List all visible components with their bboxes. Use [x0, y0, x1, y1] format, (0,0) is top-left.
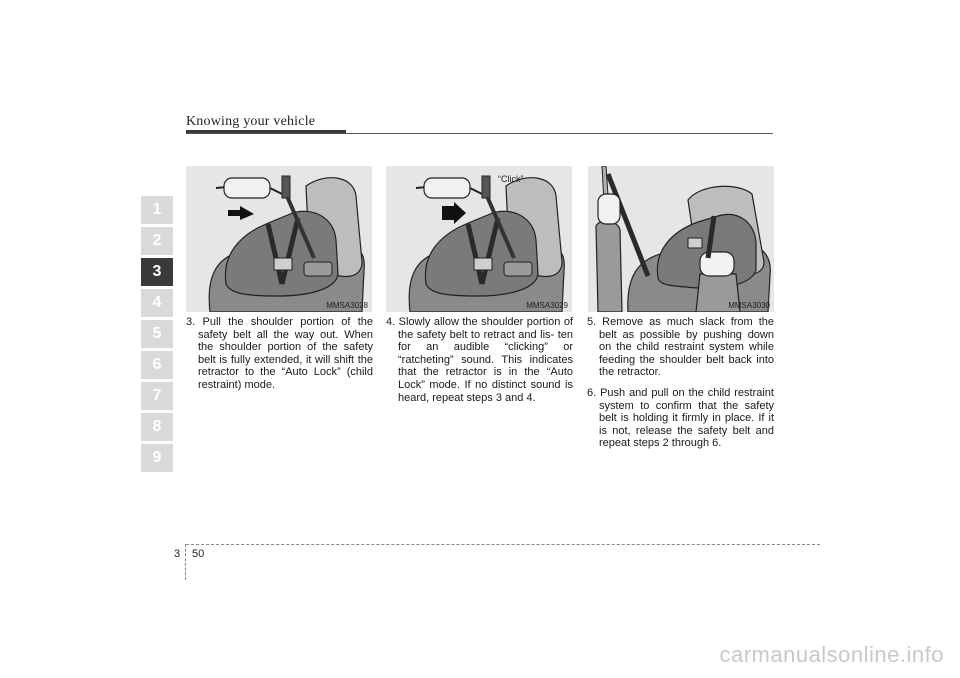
chapter-tab-6[interactable]: 6 [141, 351, 173, 379]
page-header-title: Knowing your vehicle [186, 114, 316, 129]
chapter-tab-4[interactable]: 4 [141, 289, 173, 317]
chapter-tabs [141, 196, 173, 475]
header-rule [186, 133, 773, 134]
footer-page-number: 50 [192, 548, 205, 560]
chapter-tab-8[interactable]: 8 [141, 413, 173, 441]
chapter-tab-5[interactable]: 5 [141, 320, 173, 348]
step-text: 3. Pull the shoulder portion of the safety belt all the way out. When the shoulder portion of the safety belt is fully extended, it will shift the retractor to the “Auto Lock” (child restraint) mode. [186, 316, 373, 391]
chapter-tab-3[interactable]: 3 [141, 258, 173, 286]
chapter-tab-1[interactable]: 1 [141, 196, 173, 224]
step-text: 5. Remove as much slack from the belt as possible by pushing down on the child restraint system while feeding the shoulder belt back into the retractor. [587, 316, 774, 379]
chapter-tab-7[interactable]: 7 [141, 382, 173, 410]
footer-chapter-number: 3 [174, 548, 181, 560]
watermark: carmanualsonline.info [719, 642, 944, 667]
chapter-tab-9[interactable]: 9 [141, 444, 173, 472]
figure-pull-belt [186, 166, 372, 312]
column-step-3 [186, 316, 373, 400]
column-step-4 [386, 316, 573, 412]
child-seat-slack-illustration [588, 166, 774, 312]
figure-code: MMSA3028 [326, 301, 368, 310]
footer-divider [185, 544, 186, 580]
child-seat-retract-illustration [386, 166, 572, 312]
figure-code: MMSA3029 [526, 301, 568, 310]
child-seat-pull-illustration [186, 166, 372, 312]
footer-rule [186, 544, 820, 545]
figure-remove-slack [588, 166, 774, 312]
column-steps-5-6 [587, 316, 774, 458]
chapter-tab-2[interactable]: 2 [141, 227, 173, 255]
figure-retract-belt [386, 166, 572, 312]
figure-code: MMSA3030 [728, 301, 770, 310]
step-text: 4. Slowly allow the shoulder portion of the safety belt to retract and lis- ten for an audible “clicking” or “ratcheting” sound. This indicates that the retractor is in the “Auto Lock” mode. If no distinct sound is heard, repeat steps 3 and 4. [386, 316, 573, 404]
step-text: 6. Push and pull on the child restraint system to confirm that the safety belt is holding it firmly in place. If it is not, release the safety belt and repeat steps 2 through 6. [587, 386, 774, 450]
figure-callout-click: “Click” [498, 174, 524, 184]
